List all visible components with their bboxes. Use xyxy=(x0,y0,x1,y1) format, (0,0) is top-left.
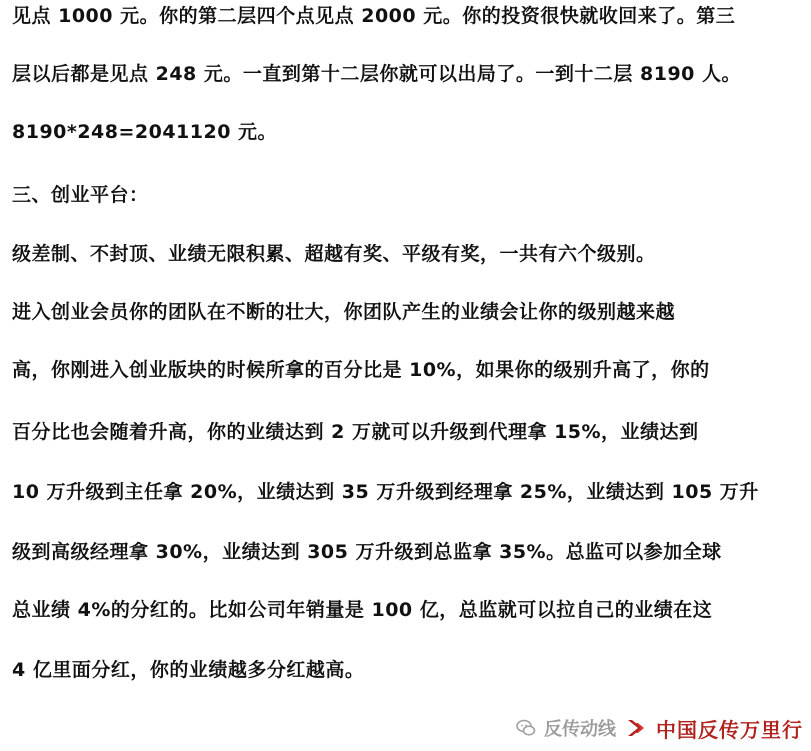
text-line: 见点 1000 元。你的第二层四个点见点 2000 元。你的投资很快就收回来了。第三 xyxy=(12,5,736,27)
text-line: 级差制、不封顶、业绩无限积累、超越有奖、平级有奖，一共有六个级别。 xyxy=(12,243,656,265)
watermark-account-name: 反传动线 xyxy=(544,719,616,740)
text-line: 进入创业会员你的团队在不断的壮大，你团队产生的业绩会让你的级别越来越 xyxy=(12,301,676,323)
text-line: 8190*248=2041120 元。 xyxy=(12,121,278,143)
section-heading: 三、创业平台： xyxy=(12,184,149,206)
text-line: 层以后都是见点 248 元。一直到第十二层你就可以出局了。一到十二层 8190 人。 xyxy=(12,63,742,85)
text-line: 级到高级经理拿 30%，业绩达到 305 万升级到总监拿 35%。总监可以参加全球 xyxy=(12,541,722,563)
text-line: 总业绩 4%的分红的。比如公司年销量是 100 亿，总监就可以拉自己的业绩在这 xyxy=(12,599,713,621)
text-line: 高，你刚进入创业版块的时候所拿的百分比是 10%，如果你的级别升高了，你的 xyxy=(12,359,710,381)
wechat-icon xyxy=(516,718,536,738)
chevron-logo-icon xyxy=(626,717,648,739)
text-line: 10 万升级到主任拿 20%，业绩达到 35 万升级到经理拿 25%，业绩达到 105 万升 xyxy=(12,481,759,503)
watermark-org-name: 中国反传万里行 xyxy=(656,717,803,742)
text-line: 4 亿里面分红，你的业绩越多分红越高。 xyxy=(12,659,365,681)
text-line: 百分比也会随着升高，你的业绩达到 2 万就可以升级到代理拿 15%，业绩达到 xyxy=(12,421,699,443)
watermark xyxy=(516,711,803,745)
